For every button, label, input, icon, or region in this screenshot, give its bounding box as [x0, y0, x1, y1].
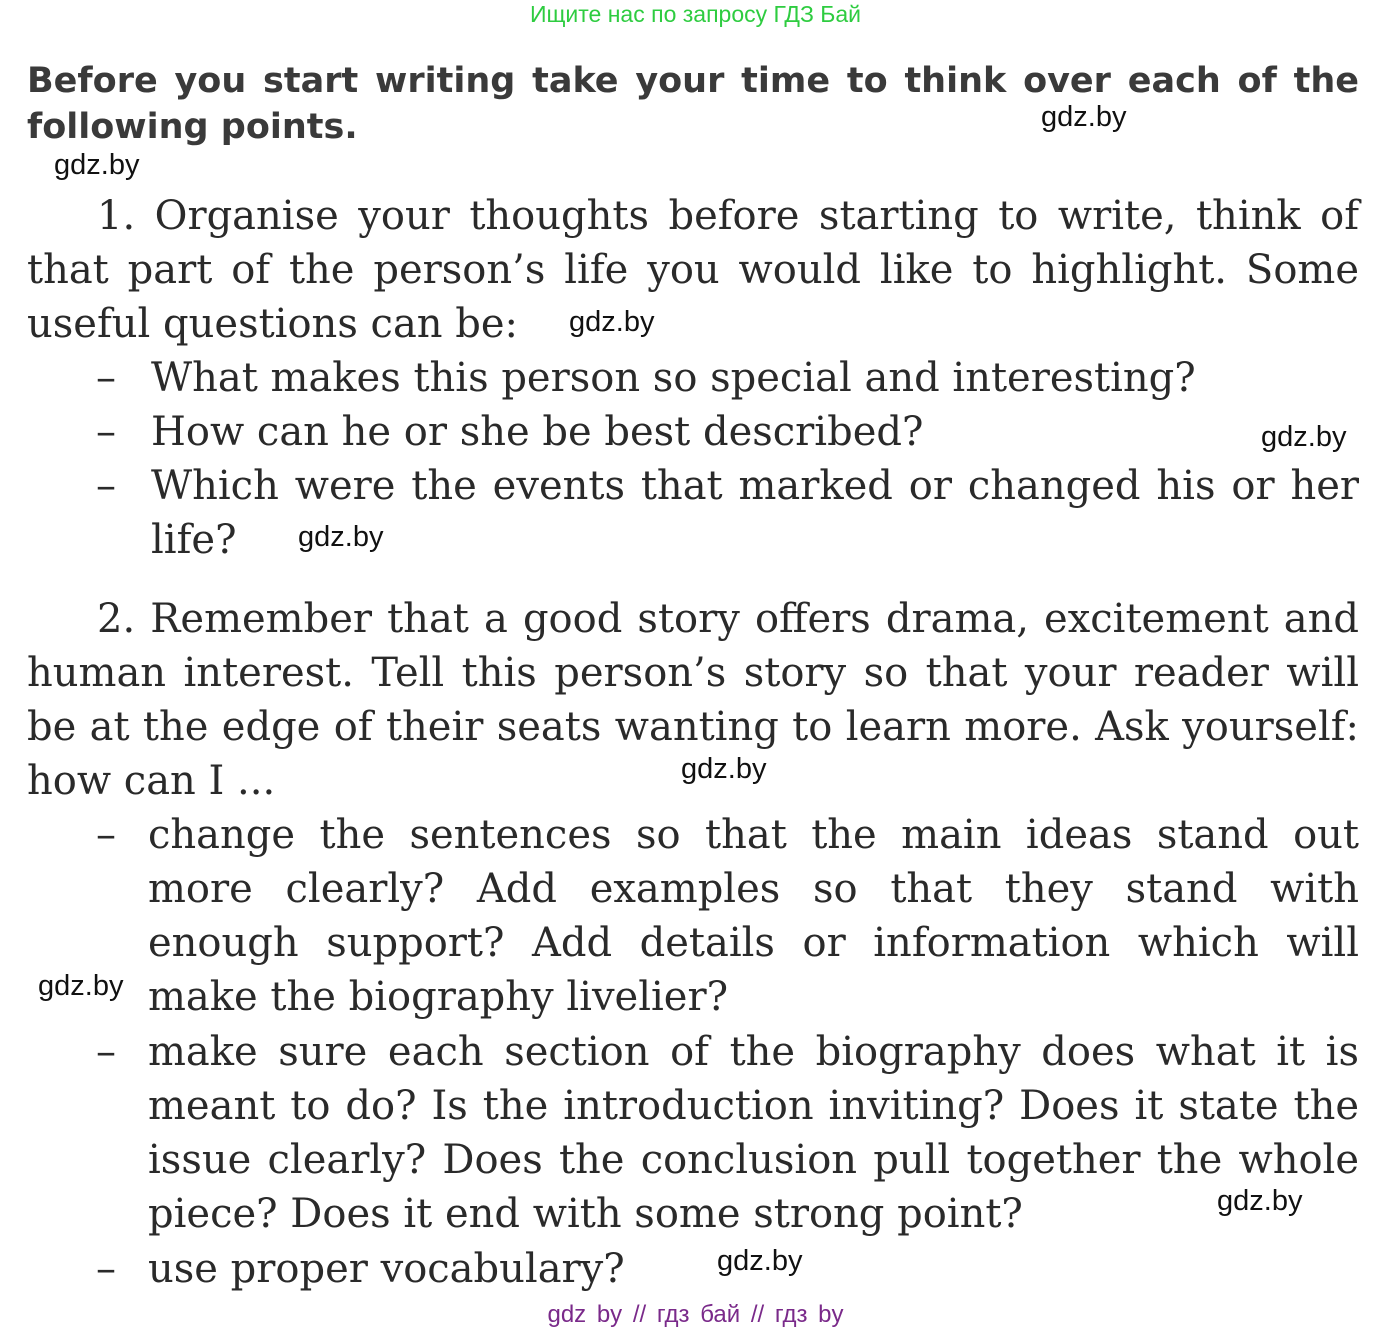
watermark: gdz.by [1217, 1185, 1303, 1217]
watermark: gdz.by [54, 149, 140, 181]
section-1-bullet-2: How can he or she be best described? [151, 409, 924, 455]
watermark: gdz.by [38, 970, 124, 1002]
watermark: gdz.by [1261, 421, 1347, 453]
section-1-intro: 1. Organise your thoughts before starting to write, think of that part of the person’s life you would like to highlight. Some useful questions can be: [27, 193, 1359, 347]
watermark: gdz.by [298, 521, 384, 553]
watermark: gdz.by [1041, 101, 1127, 133]
section-1-bullet-1: What makes this person so special and interesting? [151, 355, 1196, 401]
watermark: gdz.by [717, 1245, 803, 1277]
bullet-dash: – [96, 1246, 116, 1292]
top-banner: Ищите нас по запросу ГДЗ Бай [529, 1, 862, 27]
instructions-heading: Before you start writing take your time to think over each of the following points. [27, 61, 1359, 147]
section-2-bullet-2: make sure each section of the biography does what it is meant to do? Is the introduction inviting? Does it state the issue clearly? Does the conclusion pull together the whole piece? Does it end with some strong point? [148, 1029, 1359, 1237]
bullet-dash: – [96, 812, 116, 858]
bullet-dash: – [96, 409, 116, 455]
footer-links: gdz by // гдз бай // гдз by [547, 1301, 844, 1328]
section-2-intro: 2. Remember that a good story offers drama, excitement and human interest. Tell this person’s story so that your reader will be at the edge of their seats wanting to learn more. Ask yourself: how can I ... [27, 596, 1359, 804]
watermark: gdz.by [569, 306, 655, 338]
watermark: gdz.by [681, 753, 767, 785]
bullet-dash: – [96, 1029, 116, 1075]
section-2-bullet-3: use proper vocabulary? [148, 1246, 625, 1292]
bullet-dash: – [96, 463, 116, 509]
section-2-bullet-1: change the sentences so that the main ideas stand out more clearly? Add examples so that they stand with enough support? Add details or information which will make the biography livelier? [148, 812, 1359, 1020]
bullet-dash: – [96, 355, 116, 401]
section-1-bullet-3: Which were the events that marked or changed his or her life? [151, 463, 1359, 563]
